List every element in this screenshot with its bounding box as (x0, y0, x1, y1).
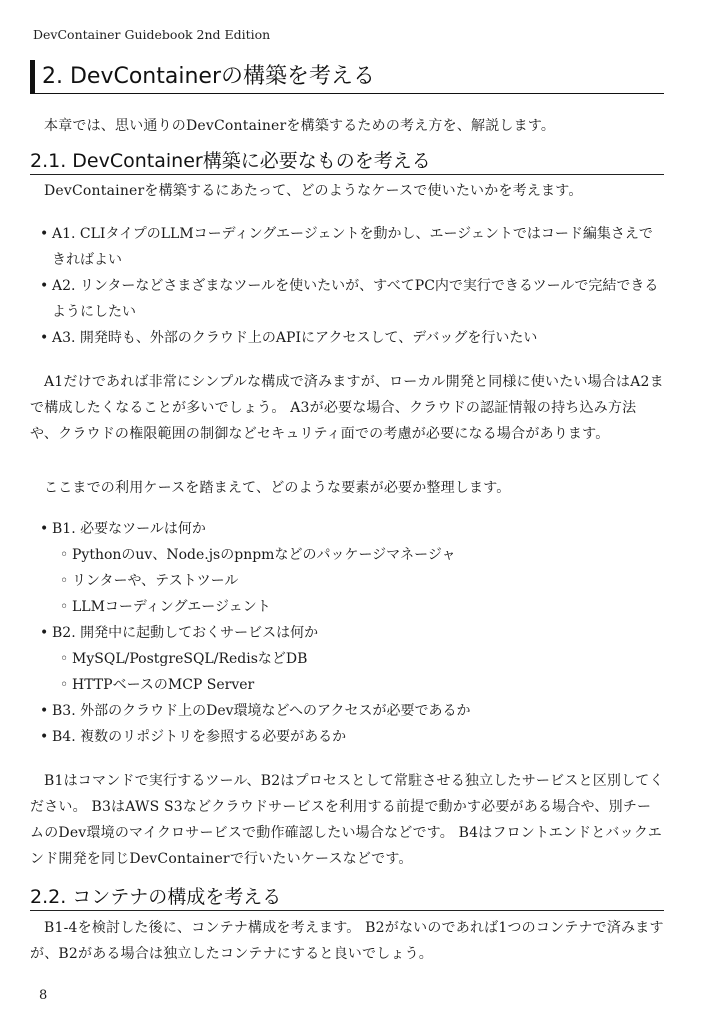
element-list (30, 516, 664, 750)
page-number: 8 (39, 988, 48, 1003)
section-title-2-2: 2.2. コンテナの構成を考える (30, 884, 664, 911)
list-item-label: B2. 開発中に起動しておくサービスは何か (52, 625, 319, 641)
paragraph-usecase-discussion: A1だけであれば非常にシンプルな構成で済みますが、ローカル開発と同様に使いたい場合はA2まで構成したくなることが多いでしょう。 A3が必要な場合、クラウドの認証情報の持ち込み方法や、クラウドの権限範囲の制御などセキュリティ面での考慮が必要になる場合があります。 (30, 374, 664, 442)
sub-list-item: ◦ HTTPベースのMCP Server (52, 672, 664, 698)
usecase-list (30, 221, 664, 351)
sub-list-item: ◦ リンターや、テストツール (52, 568, 664, 594)
list-item (30, 516, 664, 620)
sub-list-item: ◦ Pythonのuv、Node.jsのpnpmなどのパッケージマネージャ (52, 542, 664, 568)
paragraph-container-config: B1-4を検討した後に、コンテナ構成を考えます。 B2がないのであれば1つのコンテナで済みますが、B2がある場合は独立したコンテナにすると良いでしょう。 (30, 920, 664, 962)
sub-list-item: ◦ LLMコーディングエージェント (52, 594, 664, 620)
section-title-2-1: 2.1. DevContainer構築に必要なものを考える (30, 148, 664, 175)
chapter-title: 2. DevContainerの構築を考える (30, 60, 664, 94)
sub-list (52, 646, 664, 698)
list-item: • A3. 開発時も、外部のクラウド上のAPIにアクセスして、デバッグを行いたい (30, 325, 664, 351)
sub-list (52, 542, 664, 620)
sub-list-item: ◦ MySQL/PostgreSQL/RedisなどDB (52, 646, 664, 672)
list-item-label: B3. 外部のクラウド上のDev環境などへのアクセスが必要であるか (52, 703, 471, 719)
list-item: • A2. リンターなどさまざまなツールを使いたいが、すべてPC内で実行できるツールで完結できるようにしたい (30, 273, 664, 325)
paragraph-element-intro: ここまでの利用ケースを踏まえて、どのような要素が必要か整理します。 (44, 480, 511, 496)
paragraph-element-discussion: B1はコマンドで実行するツール、B2はプロセスとして常駐させる独立したサービスと区別してください。 B3はAWS S3などクラウドサービスを利用する前提で動かす必要がある場合や、別チームのDev環境のマイクロサービスで動作確認したい場合などです。 B4はフロントエンドとバックエンド開発を同じDevContainerで行いたいケースなどです。 (30, 773, 664, 867)
chapter-intro: 本章では、思い通りのDevContainerを構築するための考え方を、解説します。 (44, 118, 556, 134)
list-item-label: B4. 複数のリポジトリを参照する必要があるか (52, 729, 347, 745)
list-item: • A1. CLIタイプのLLMコーディングエージェントを動かし、エージェントではコード編集さえできればよい (30, 221, 664, 273)
list-item-label: B1. 必要なツールは何か (52, 521, 206, 537)
list-item (30, 698, 664, 724)
section-lead: DevContainerを構築するにあたって、どのようなケースで使いたいかを考えます。 (44, 183, 583, 199)
list-item (30, 724, 664, 750)
running-header: DevContainer Guidebook 2nd Edition (33, 27, 271, 42)
list-item (30, 620, 664, 698)
